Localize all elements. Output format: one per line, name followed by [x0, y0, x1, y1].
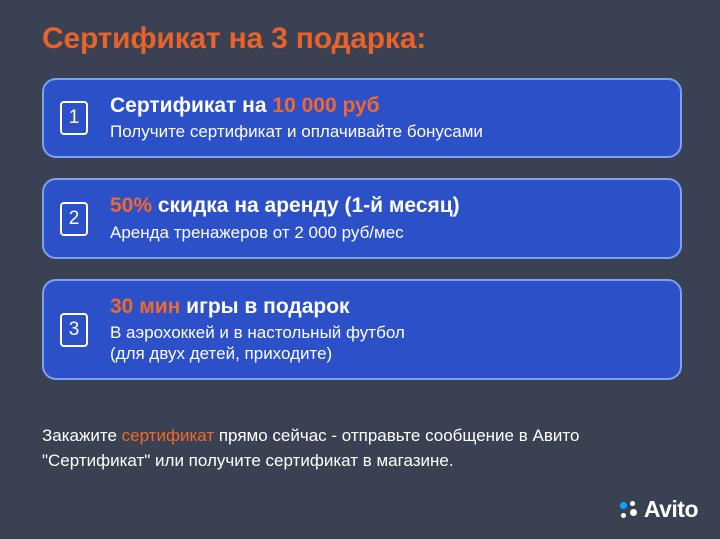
offer-title-2-highlight: 50%: [110, 194, 153, 218]
offer-card-2: [42, 178, 682, 258]
page-title: Сертификат на 3 подарка:: [42, 22, 426, 55]
offer-title-2-plain: скидка на аренду (1-й месяц): [152, 194, 460, 218]
offer-title-3-highlight: 30 мин: [110, 294, 181, 318]
avito-dots-icon: [620, 501, 638, 519]
offer-title-1-highlight: 10 000 руб: [272, 94, 380, 117]
offer-card-list: [42, 78, 682, 400]
footer-note: [42, 424, 690, 473]
offer-number-badge-3: 3: [60, 313, 88, 347]
offer-subtitle-2: Аренда тренажеров от 2 000 руб/мес: [110, 222, 404, 242]
offer-subtitle-3-line2: (для двух детей, приходите): [110, 344, 333, 364]
offer-card-3: [42, 279, 682, 381]
offer-number-badge-1: 1: [60, 101, 88, 135]
offer-subtitle-1: Получите сертификат и оплачивайте бонусами: [110, 122, 483, 142]
offer-subtitle-3: В аэрохоккей и в настольный футбол: [110, 322, 405, 342]
offer-title-1: [110, 94, 662, 118]
avito-wordmark: Avito: [643, 496, 698, 522]
offer-title-3: [110, 295, 662, 319]
offer-card-1: [42, 78, 682, 158]
footer-highlight: сертификат: [121, 426, 215, 445]
footer-part2: прямо сейчас - отправьте сообщение в Авито "Сертификат" или получите сертификат в магазине.: [42, 426, 580, 470]
footer-part1: Закажите: [42, 426, 122, 445]
offer-number-badge-2: 2: [60, 202, 88, 236]
offer-title-3-plain: игры в подарок: [180, 294, 350, 318]
offer-title-1-plain: Сертификат на: [110, 94, 273, 117]
offer-title-2: [110, 194, 662, 218]
avito-logo: [620, 496, 698, 523]
